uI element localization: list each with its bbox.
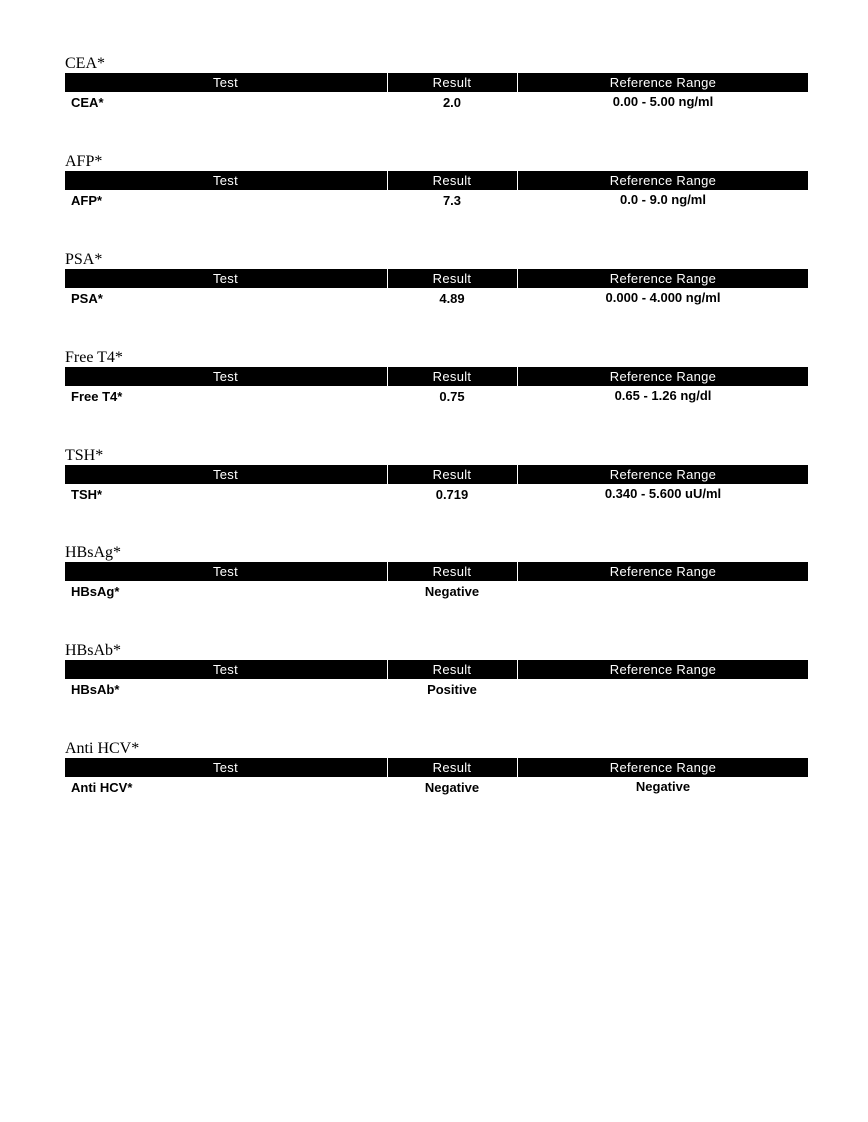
test-name: HBsAb* [71, 682, 120, 697]
header-result: Result [432, 467, 472, 482]
header-reference-range: Reference Range [609, 173, 717, 188]
test-name: Anti HCV* [71, 780, 133, 795]
test-name: AFP* [71, 193, 103, 208]
table-header [65, 269, 808, 288]
section-title: Free T4* [65, 349, 123, 366]
header-reference-range: Reference Range [609, 760, 717, 775]
header-result: Result [432, 760, 472, 775]
test-name: Free T4* [71, 389, 123, 404]
reference-range: 0.00 - 5.00 ng/ml [612, 94, 714, 109]
table-header [65, 367, 808, 386]
header-result: Result [432, 271, 472, 286]
test-result: 0.719 [435, 487, 469, 502]
table-header [65, 171, 808, 190]
section-title: Anti HCV* [65, 740, 140, 757]
table-header [65, 660, 808, 679]
test-result: 4.89 [439, 291, 465, 306]
header-reference-range: Reference Range [609, 467, 717, 482]
section-title: TSH* [65, 447, 104, 464]
header-test: Test [212, 564, 239, 579]
section-title: HBsAg* [65, 544, 122, 561]
test-result: 7.3 [442, 193, 462, 208]
header-test: Test [212, 467, 239, 482]
reference-range: 0.340 - 5.600 uU/ml [604, 486, 722, 501]
table-header [65, 562, 808, 581]
test-name: CEA* [71, 95, 104, 110]
header-reference-range: Reference Range [609, 271, 717, 286]
test-result: Positive [427, 682, 477, 697]
test-name: HBsAg* [71, 584, 120, 599]
reference-range: Negative [635, 779, 691, 794]
test-result: 0.75 [439, 389, 465, 404]
table-header [65, 73, 808, 92]
test-name: TSH* [71, 487, 103, 502]
header-test: Test [212, 75, 239, 90]
header-result: Result [432, 75, 472, 90]
header-test: Test [212, 760, 239, 775]
header-test: Test [212, 662, 239, 677]
section-title: PSA* [65, 251, 103, 268]
header-test: Test [212, 369, 239, 384]
header-test: Test [212, 173, 239, 188]
test-result: Negative [424, 780, 480, 795]
table-header [65, 758, 808, 777]
header-result: Result [432, 662, 472, 677]
header-reference-range: Reference Range [609, 75, 717, 90]
test-result: Negative [424, 584, 480, 599]
header-test: Test [212, 271, 239, 286]
header-reference-range: Reference Range [609, 564, 717, 579]
table-header [65, 465, 808, 484]
reference-range: 0.65 - 1.26 ng/dl [614, 388, 712, 403]
header-result: Result [432, 369, 472, 384]
test-name: PSA* [71, 291, 103, 306]
header-result: Result [432, 173, 472, 188]
header-reference-range: Reference Range [609, 369, 717, 384]
section-title: CEA* [65, 55, 105, 72]
section-title: HBsAb* [65, 642, 122, 659]
reference-range: 0.000 - 4.000 ng/ml [605, 290, 721, 305]
header-reference-range: Reference Range [609, 662, 717, 677]
test-result: 2.0 [442, 95, 462, 110]
header-result: Result [432, 564, 472, 579]
section-title: AFP* [65, 153, 103, 170]
reference-range: 0.0 - 9.0 ng/ml [620, 192, 706, 207]
